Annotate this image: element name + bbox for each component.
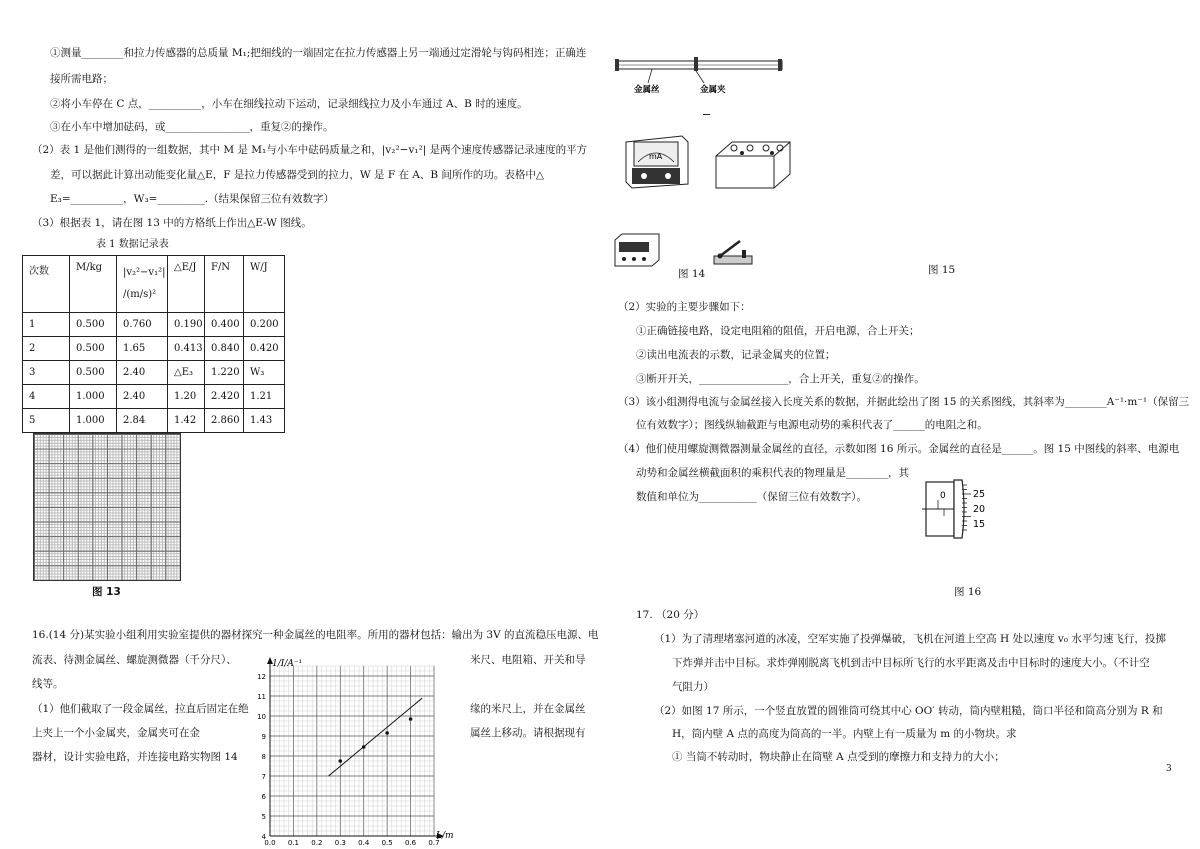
left-terminal: [615, 59, 619, 71]
table-title: 表 1 数据记录表: [96, 239, 169, 250]
micrometer-thimble: [954, 480, 964, 538]
knife-switch: [712, 238, 754, 268]
y-tick-label: 12: [257, 673, 266, 681]
graph-fit-line: [329, 698, 423, 776]
table-cell: 2: [23, 337, 70, 361]
x-tick-label: 0.0: [264, 839, 276, 847]
table-cell: 0.840: [205, 337, 244, 361]
table-cell: 2.860: [205, 409, 244, 433]
page-number: 3: [1166, 764, 1172, 774]
meter-stick-apparatus: [612, 55, 787, 110]
table-header-cell: F/N: [205, 256, 244, 313]
knob-icon: [740, 151, 744, 155]
switch-pivot-icon: [718, 254, 723, 259]
q16-line-b2: 米尺、电阻箱、开关和导: [470, 654, 586, 666]
q17-1-line-c: 气阻力）: [672, 681, 714, 693]
metal-clip-icon: [694, 57, 698, 71]
table-row: [23, 361, 285, 385]
supply-knob-icon: [632, 257, 636, 261]
data-point: [338, 759, 342, 763]
s4-line-b: 动势和金属丝横截面积的乘积代表的物理量是________，其: [636, 467, 909, 479]
x-tick-label: 0.4: [358, 839, 370, 847]
table-cell: 1.43: [244, 409, 285, 433]
q17-2-line-c: ① 当筒不转动时，物块静止在筒壁 A 点受到的摩擦力和支持力的大小；: [672, 751, 1005, 763]
table-header-cell: M/kg: [70, 256, 117, 313]
graph-grid: [270, 666, 434, 836]
table-cell: 2.420: [205, 385, 244, 409]
dash-mark: [703, 114, 710, 115]
table-cell: 2.40: [117, 361, 168, 385]
q2-line-b: 差，可以据此计算出动能变化量△E，F 是拉力传感器受到的拉力，W 是 F 在 A、B 间所作的功。表格中△: [50, 169, 545, 181]
table-cell: 0.500: [70, 337, 117, 361]
s3-line-a: （3）该小组测得电流与金属丝接入长度关系的数据，并据此绘出了图 15 的关系图线，其斜率为________A⁻¹·m⁻¹（保留三: [618, 396, 1190, 408]
ammeter-base: [632, 168, 680, 184]
x-tick-label: 0.3: [334, 839, 346, 847]
step2-line: ②将小车停在 C 点，__________，小车在细线拉动下运动，记录细线拉力及小车通过 A、B 时的速度。: [50, 98, 528, 110]
x-tick-label: 0.5: [381, 839, 393, 847]
label-clip: 金属夹: [700, 85, 726, 95]
table-cell: 0.190: [168, 313, 205, 337]
fig15-caption: 图 15: [928, 264, 956, 276]
table-header-unit: /(m/s)²: [123, 289, 157, 300]
s2-step2: ②读出电流表的示数，记录金属夹的位置；: [636, 349, 836, 361]
y-tick-label: 11: [257, 693, 266, 701]
table-cell: W₃: [244, 361, 285, 385]
step1-line-a: ①测量________和拉力传感器的总质量 M₁;把细线的一端固定在拉力传感器上另一端通过定滑轮与钩码相连；正确连: [50, 47, 587, 59]
table-header-cell: W/J: [244, 256, 285, 313]
data-point: [409, 717, 413, 721]
table-cell: 0.500: [70, 361, 117, 385]
q3-line: （3）根据表 1，请在图 13 中的方格纸上作出△E-W 图线。: [32, 217, 312, 229]
thimble-label: 20: [973, 504, 986, 515]
right-terminal: [778, 59, 782, 71]
q17-2-line-b: H，筒内壁 A 点的高度为筒高的一半。内壁上有一质量为 m 的小物块。求: [672, 728, 1017, 740]
table-cell: △E₃: [168, 361, 205, 385]
table-row: [23, 385, 285, 409]
fig16-caption: 图 16: [954, 586, 982, 598]
supply-display: [619, 242, 649, 252]
graph-x-ticks: [264, 839, 439, 847]
table-row: [23, 337, 285, 361]
label-wire: 金属丝: [634, 85, 660, 95]
q16-line-c: 线等。: [32, 678, 64, 690]
table-cell: 4: [23, 385, 70, 409]
step1-line-b: 接所需电路；: [50, 73, 113, 85]
q16-line-f1: 器材，设计实验电路，并连接电路实物图 14: [32, 751, 238, 763]
table-cell: 1.21: [244, 385, 285, 409]
s2-step1: ①正确链接电路，设定电阻箱的阻值，开启电源，合上开关；: [636, 325, 920, 337]
q17-1-line-b: 下炸弹并击中目标。求炸弹刚脱离飞机到击中目标所飞行的水平距离及击中目标时的速度大小。（不计空: [672, 657, 1150, 669]
fit-line: [329, 698, 423, 776]
table-header-cell: [117, 256, 168, 313]
y-tick-label: 8: [261, 753, 266, 761]
resistance-box: [712, 138, 794, 190]
y-tick-label: 6: [261, 793, 266, 801]
x-tick-label: 0.1: [287, 839, 299, 847]
table-cell: 1.220: [205, 361, 244, 385]
x-tick-label: 0.2: [311, 839, 323, 847]
q17-title: 17. （20 分）: [636, 609, 705, 621]
table-cell: 1.20: [168, 385, 205, 409]
data-point: [362, 745, 366, 749]
ammeter-terminal-icon: [641, 173, 647, 179]
table-cell: 1: [23, 313, 70, 337]
s2-step3: ③断开开关，_________________，合上开关，重复②的操作。: [636, 373, 925, 385]
table-header-speed: |v₂²−v₁²|: [123, 267, 166, 278]
data-point: [385, 731, 389, 735]
sleeve-zero: 0: [940, 491, 946, 501]
y-tick-label: 10: [257, 713, 266, 721]
table-cell: 2.40: [117, 385, 168, 409]
table-cell: 1.000: [70, 385, 117, 409]
table-cell: 5: [23, 409, 70, 433]
step3-line: ③在小车中增加砝码，或________________，重复②的操作。: [50, 121, 334, 133]
ammeter-device: [620, 128, 692, 190]
q16-line-b1: 流表、待测金属丝、螺旋测微器（千分尺）、: [32, 654, 237, 666]
table-header-cell: △E/J: [168, 256, 205, 313]
ammeter-unit: mA: [649, 152, 663, 161]
table-cell: 0.760: [117, 313, 168, 337]
table-cell: 1.000: [70, 409, 117, 433]
table-cell: 1.42: [168, 409, 205, 433]
y-tick-label: 4: [261, 833, 266, 841]
table-header-cell: 次数: [23, 256, 70, 313]
thimble-label: 15: [973, 519, 986, 530]
s2-title: （2）实验的主要步骤如下：: [618, 301, 751, 313]
x-tick-label: 0.6: [405, 839, 417, 847]
micrometer-reading: [918, 476, 1028, 542]
inverse-current-length-graph: [250, 650, 454, 849]
table-cell: 3: [23, 361, 70, 385]
data-table: [22, 255, 285, 433]
table-cell: 0.420: [244, 337, 285, 361]
thimble-label: 25: [973, 489, 986, 500]
q16-line-e2: 属丝上移动。请根据现有: [470, 727, 586, 739]
table-cell: 0.400: [205, 313, 244, 337]
q17-2-line-a: （2）如图 17 所示，一个竖直放置的圆锥筒可绕其中心 OO′ 转动，筒内壁粗糙，筒口半径和筒高分别为 R 和: [654, 705, 1163, 717]
graph-y-ticks: [257, 673, 266, 841]
q16-line-a: 16.(14 分)某实验小组利用实验室提供的器材探究一种金属丝的电阻率。所用的器材包括：输出为 3V 的直流稳压电源、电: [32, 629, 599, 641]
s4-line-a: （4）他们使用螺旋测微器测量金属丝的直径，示数如图 16 所示。金属丝的直径是______。图 15 中图线的斜率、电源电: [618, 443, 1180, 455]
q16-line-e1: 上夹上一个小金属夹，金属夹可在金: [32, 727, 200, 739]
graph-y-label: 1/I/A⁻¹: [272, 659, 303, 669]
y-tick-label: 5: [261, 813, 266, 821]
table-row: [23, 313, 285, 337]
table-cell: 0.413: [168, 337, 205, 361]
table-row: [23, 409, 285, 433]
ammeter-terminal-icon: [665, 173, 671, 179]
s4-line-c: 数值和单位为___________（保留三位有效数字）。: [636, 491, 867, 503]
table-cell: 2.84: [117, 409, 168, 433]
fig14-caption: 图 14: [678, 268, 706, 280]
table-cell: 0.500: [70, 313, 117, 337]
q16-line-d1: （1）他们截取了一段金属丝，拉直后固定在绝: [32, 703, 249, 715]
power-supply-device: [612, 232, 662, 268]
supply-knob-icon: [622, 257, 626, 261]
y-tick-label: 7: [261, 773, 266, 781]
graph-x-label: L/m: [436, 831, 454, 841]
supply-knob-icon: [642, 257, 646, 261]
knob-icon: [770, 151, 774, 155]
clip-pointer: [696, 71, 704, 83]
fig13-caption: 图 13: [92, 586, 121, 598]
wire-pointer: [648, 69, 652, 83]
x-tick-label: 0.7: [428, 839, 440, 847]
grid-paper-fig13: [33, 433, 181, 581]
table-cell: 1.65: [117, 337, 168, 361]
y-tick-label: 9: [261, 733, 266, 741]
switch-blade: [720, 241, 740, 256]
q2-line-a: （2）表 1 是他们测得的一组数据，其中 M 是 M₁与小车中砝码质量之和，|v₂²−v₁²| 是两个速度传感器记录速度的平方: [32, 144, 588, 156]
s3-line-b: 位有效数字）；图线纵轴截距与电源电动势的乘积代表了______的电阻之和。: [636, 419, 988, 431]
q17-1-line-a: （1）为了清理堵塞河道的冰凌，空军实施了投弹爆破，飞机在河道上空高 H 处以速度 v₀ 水平匀速飞行，投掷: [654, 633, 1166, 645]
q16-line-d2: 缘的米尺上，并在金属丝: [470, 703, 586, 715]
switch-contact: [742, 250, 746, 258]
table-cell: 0.200: [244, 313, 285, 337]
q2-line-c: E₃=__________，W₃=_________.（结果保留三位有效数字）: [50, 193, 335, 205]
